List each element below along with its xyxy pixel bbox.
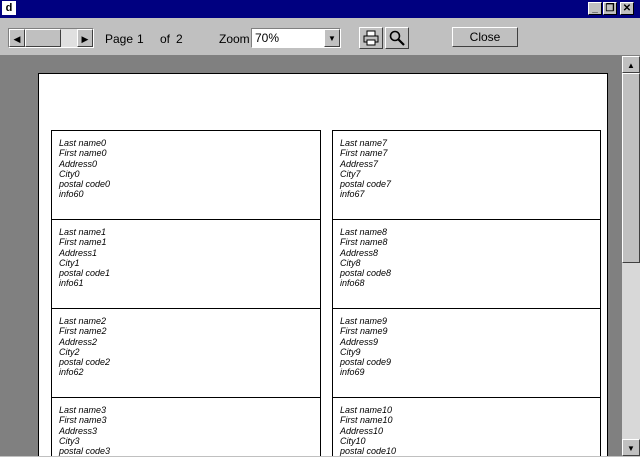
print-button[interactable] <box>359 27 383 49</box>
label-line: Address2 <box>59 336 98 347</box>
vertical-scrollbar[interactable] <box>622 56 640 456</box>
label-line: info67 <box>340 189 365 200</box>
report-page <box>38 73 608 456</box>
label-line: info68 <box>340 278 365 289</box>
scroll-down-button[interactable]: ▼ <box>622 439 640 456</box>
label-line: Address7 <box>340 158 379 169</box>
label-line: City0 <box>59 168 80 179</box>
label-line: postal code0 <box>59 179 111 190</box>
label-line: postal code9 <box>340 357 392 368</box>
label-line: Last name10 <box>340 405 393 415</box>
label-line: Last name3 <box>59 405 107 415</box>
label-cell <box>332 219 601 309</box>
label-line: Last name7 <box>340 138 388 148</box>
label-line: City1 <box>59 257 80 268</box>
label-line: First name3 <box>59 415 107 426</box>
label-line: Address10 <box>340 425 384 436</box>
label-line: First name7 <box>340 148 388 159</box>
preview-area[interactable] <box>0 56 622 456</box>
zoom-label: Zoom <box>219 32 250 46</box>
label-cell <box>51 130 321 220</box>
of-label: of <box>160 32 171 46</box>
page-scroller-thumb[interactable] <box>25 29 61 47</box>
page-total: 2 <box>176 32 183 46</box>
restore-button[interactable]: ❐ <box>603 2 617 15</box>
toolbar <box>0 18 640 56</box>
label-cell <box>51 219 321 309</box>
label-line: Last name9 <box>340 316 388 326</box>
page-scroller[interactable] <box>8 28 94 48</box>
zoom-select[interactable] <box>251 28 341 48</box>
label-cell <box>332 397 601 456</box>
label-line: Address1 <box>59 247 98 258</box>
label-cell <box>51 308 321 398</box>
close-button[interactable]: Close <box>452 27 518 47</box>
label-cell <box>51 397 321 456</box>
page-label: Page <box>105 32 134 46</box>
label-grid <box>51 130 601 456</box>
label-cell <box>332 130 601 220</box>
title-bar[interactable] <box>0 0 640 18</box>
scroll-up-button[interactable]: ▲ <box>622 56 640 73</box>
prev-page-button[interactable]: ◀ <box>9 29 25 47</box>
label-line: postal code2 <box>59 357 111 368</box>
label-line: Address3 <box>59 425 98 436</box>
label-line: First name2 <box>59 326 107 337</box>
minimize-button[interactable]: _ <box>588 2 602 15</box>
label-line: First name10 <box>340 415 393 426</box>
label-line: First name0 <box>59 148 107 159</box>
label-line: Last name8 <box>340 227 388 237</box>
scroll-thumb[interactable] <box>622 73 640 263</box>
close-window-button[interactable]: ✕ <box>620 2 634 15</box>
magnifier-icon <box>389 30 405 46</box>
label-line: City7 <box>340 168 361 179</box>
label-line: postal code8 <box>340 268 392 279</box>
chevron-down-icon[interactable]: ▼ <box>324 29 340 47</box>
label-line: Last name1 <box>59 227 107 237</box>
label-line: Last name2 <box>59 316 107 326</box>
printer-icon <box>363 30 379 46</box>
label-line: info69 <box>340 367 365 378</box>
zoom-value: 70% <box>255 31 280 45</box>
label-cell <box>332 308 601 398</box>
label-line: First name8 <box>340 237 388 248</box>
document-icon[interactable]: d <box>2 1 16 15</box>
label-line: info61 <box>59 278 84 289</box>
label-line: Address9 <box>340 336 379 347</box>
label-line: City9 <box>340 346 361 357</box>
zoom-tool-button[interactable] <box>385 27 409 49</box>
label-line: Address0 <box>59 158 98 169</box>
label-line: First name1 <box>59 237 107 248</box>
label-line: postal code10 <box>340 446 397 456</box>
label-line: City10 <box>340 435 366 446</box>
label-line: City3 <box>59 435 80 446</box>
label-line: postal code1 <box>59 268 111 279</box>
label-line: info60 <box>59 189 84 200</box>
next-page-button[interactable]: ▶ <box>77 29 93 47</box>
page-current: 1 <box>137 32 144 46</box>
label-line: City8 <box>340 257 361 268</box>
label-line: City2 <box>59 346 80 357</box>
label-line: postal code3 <box>59 446 111 456</box>
label-line: postal code7 <box>340 179 392 190</box>
label-line: Last name0 <box>59 138 107 148</box>
label-line: First name9 <box>340 326 388 337</box>
label-line: info62 <box>59 367 84 378</box>
label-line: Address8 <box>340 247 379 258</box>
